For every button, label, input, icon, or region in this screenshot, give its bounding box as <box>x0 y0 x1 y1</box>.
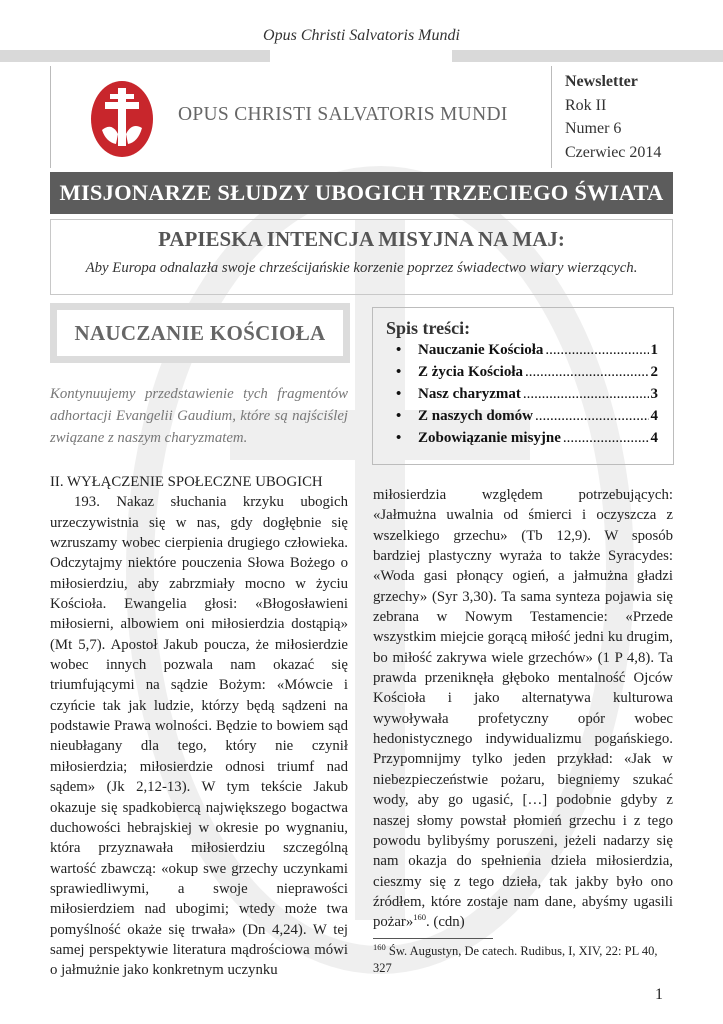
article-paragraph: 193. Nakaz słuchania krzyku ubogich urzeczywistnia się w nas, gdy dogłębnie się wzruszamy wobec cierpienia drugiego człowieka. Odczytajmy niektóre pouczenia Słowa Bożego o miłosierdziu, aby zabrzmiały mocno w życiu Kościoła. Ewangelia głosi: «Błogosławieni miłosierni, albowiem oni miłosierdzia dostąpią» (Mt 5,7). Apostoł Jakub poucza, że miłosierdzie wobec innych pozwala nam okazać się triumfującymi na sądzie Bożym: «Mówcie i czyńcie tak jak ludzie, którzy będą sądzeni na podstawie Prawa wolności. Będzie to bowiem sąd nieubłagany dla tego, który nie czynił miłosierdzia; miłosierdzie odnosi triumf nad sądem» (Jk 2,12-13). W tym tekście Jakub okazuje się spadkobiercą największego bogactwa duchowości hebrajskiej w okresie po wygnaniu, która przyznawała miłosierdziu szczególną wartość zbawczą: «okup swe grzechy uczynkami sprawiedliwymi, a swoje nieprawości miłosierdziem nad ubogimi; wtedy może twa pomyślność okaże się trwała» (Dn 4,24). W tej samej perspektywie literatura mądrościowa mówi o jałmużnie jako konkretnym uczynku <box>50 494 348 979</box>
running-header: Opus Christi Salvatoris Mundi <box>263 27 460 44</box>
article-paragraph-continued <box>373 485 673 933</box>
article-heading: II. WYŁĄCZENIE SPOŁECZNE UBOGICH <box>50 474 323 490</box>
footnote-divider <box>373 938 493 939</box>
header-rule-left <box>0 50 270 62</box>
toc-leader-dots <box>563 430 649 447</box>
intention-text: Aby Europa odnalazła swoje chrześcijańskie korzenie poprzez świadectwo wiary wierzących. <box>85 260 638 276</box>
toc-item[interactable] <box>396 342 658 364</box>
toc-leader-dots <box>545 342 648 359</box>
toc-title: Spis treści: <box>386 318 471 338</box>
toc-item[interactable] <box>396 364 658 386</box>
toc-item[interactable] <box>396 430 658 452</box>
toc-list <box>396 342 658 452</box>
toc-item-label: Zobowiązanie misyjne <box>418 430 561 446</box>
article-text: miłosierdzia względem potrzebujących: «Jałmużna uwalnia od śmierci i oczyszcza z wszelkiego grzechu» (Tb 12,9). W sposób bardziej plastyczny wyraża to także Syracydes: «Woda gasi płonący ogień, a jałmużna gładzi grzechy» (Syr 3,30). Ta sama synteza pojawia się zebrana w Nowym Testamencie: «Przede wszystkim miejcie gorącą miłość jedni ku drugim, bo miłość zakrywa wiele grzechów» (1 P 4,8). Ta prawda przeniknęła głęboko mentalność Ojców Kościoła i jako alternatywa kulturowa wywoływała profetyczny opór wobec hedonistycznego indywidualizmu pogańskiego. Przypomnijmy tylko jeden przykład: «Jak w niebezpieczeństwie pożaru, biegniemy szukać wody, aby go ugasić, […] podobnie gdyby z naszej słomy powstał płomień grzechu i z tego powodu bylibyśmy poruszeni, jeżeli nadarzy się nam okazja do spełnienia dzieła miłosierdzia, cieszmy się z tego dzieła, tak jakby było ono źródłem, które zostaje nam dane, abyśmy ugasili pożar» <box>373 487 673 931</box>
bullet-icon: • <box>396 364 402 380</box>
toc-item-page: 4 <box>650 430 658 446</box>
toc-item-page: 4 <box>650 408 658 424</box>
toc-item-page: 1 <box>650 342 658 358</box>
footnote-text: Św. Augustyn, De catech. Rudibus, I, XIV, 22: PL 40, 327 <box>373 944 658 975</box>
intro-paragraph: Kontynuujemy przedstawienie tych fragmentów adhortacji Evangelii Gaudium, które są najściślej związane z naszym charyzmatem. <box>50 386 348 446</box>
toc-item-label: Nasz charyzmat <box>418 386 521 402</box>
bullet-icon: • <box>396 342 402 358</box>
bullet-icon: • <box>396 408 402 424</box>
toc-item-label: Nauczanie Kościoła <box>418 342 544 358</box>
issue-type: Newsletter <box>565 73 638 90</box>
toc-leader-dots <box>535 408 648 425</box>
footnote <box>373 943 673 977</box>
article-text-end: . (cdn) <box>426 914 465 931</box>
footnote-reference[interactable]: 160 <box>413 912 427 923</box>
issue-date: Czerwiec 2014 <box>565 143 662 161</box>
article-column-left <box>50 472 348 981</box>
toc-item-page: 2 <box>650 364 658 380</box>
issue-number: Numer 6 <box>565 120 622 137</box>
toc-item[interactable] <box>396 386 658 408</box>
toc-item-page: 3 <box>650 386 658 402</box>
footnote-number: 160 <box>373 941 386 952</box>
masthead-divider <box>551 66 552 168</box>
intention-title: PAPIESKA INTENCJA MISYJNA NA MAJ: <box>158 227 565 251</box>
article-column-right <box>373 485 673 933</box>
header-rule-right <box>452 50 723 62</box>
toc-leader-dots <box>523 386 649 403</box>
toc-item-label: Z życia Kościoła <box>418 364 523 380</box>
newsletter-banner: MISJONARZE SŁUDZY UBOGICH TRZECIEGO ŚWIATA <box>50 172 673 214</box>
bullet-icon: • <box>396 386 402 402</box>
organization-logo <box>88 78 156 160</box>
organization-name: OPUS CHRISTI SALVATORIS MUNDI <box>178 104 508 125</box>
issue-year: Rok II <box>565 96 607 114</box>
page-number: 1 <box>655 986 663 1003</box>
bullet-icon: • <box>396 430 402 446</box>
toc-leader-dots <box>525 364 649 381</box>
toc-item-label: Z naszych domów <box>418 408 534 424</box>
toc-item[interactable] <box>396 408 658 430</box>
section-title: NAUCZANIE KOŚCIOŁA <box>57 310 343 356</box>
issue-info <box>565 70 661 164</box>
